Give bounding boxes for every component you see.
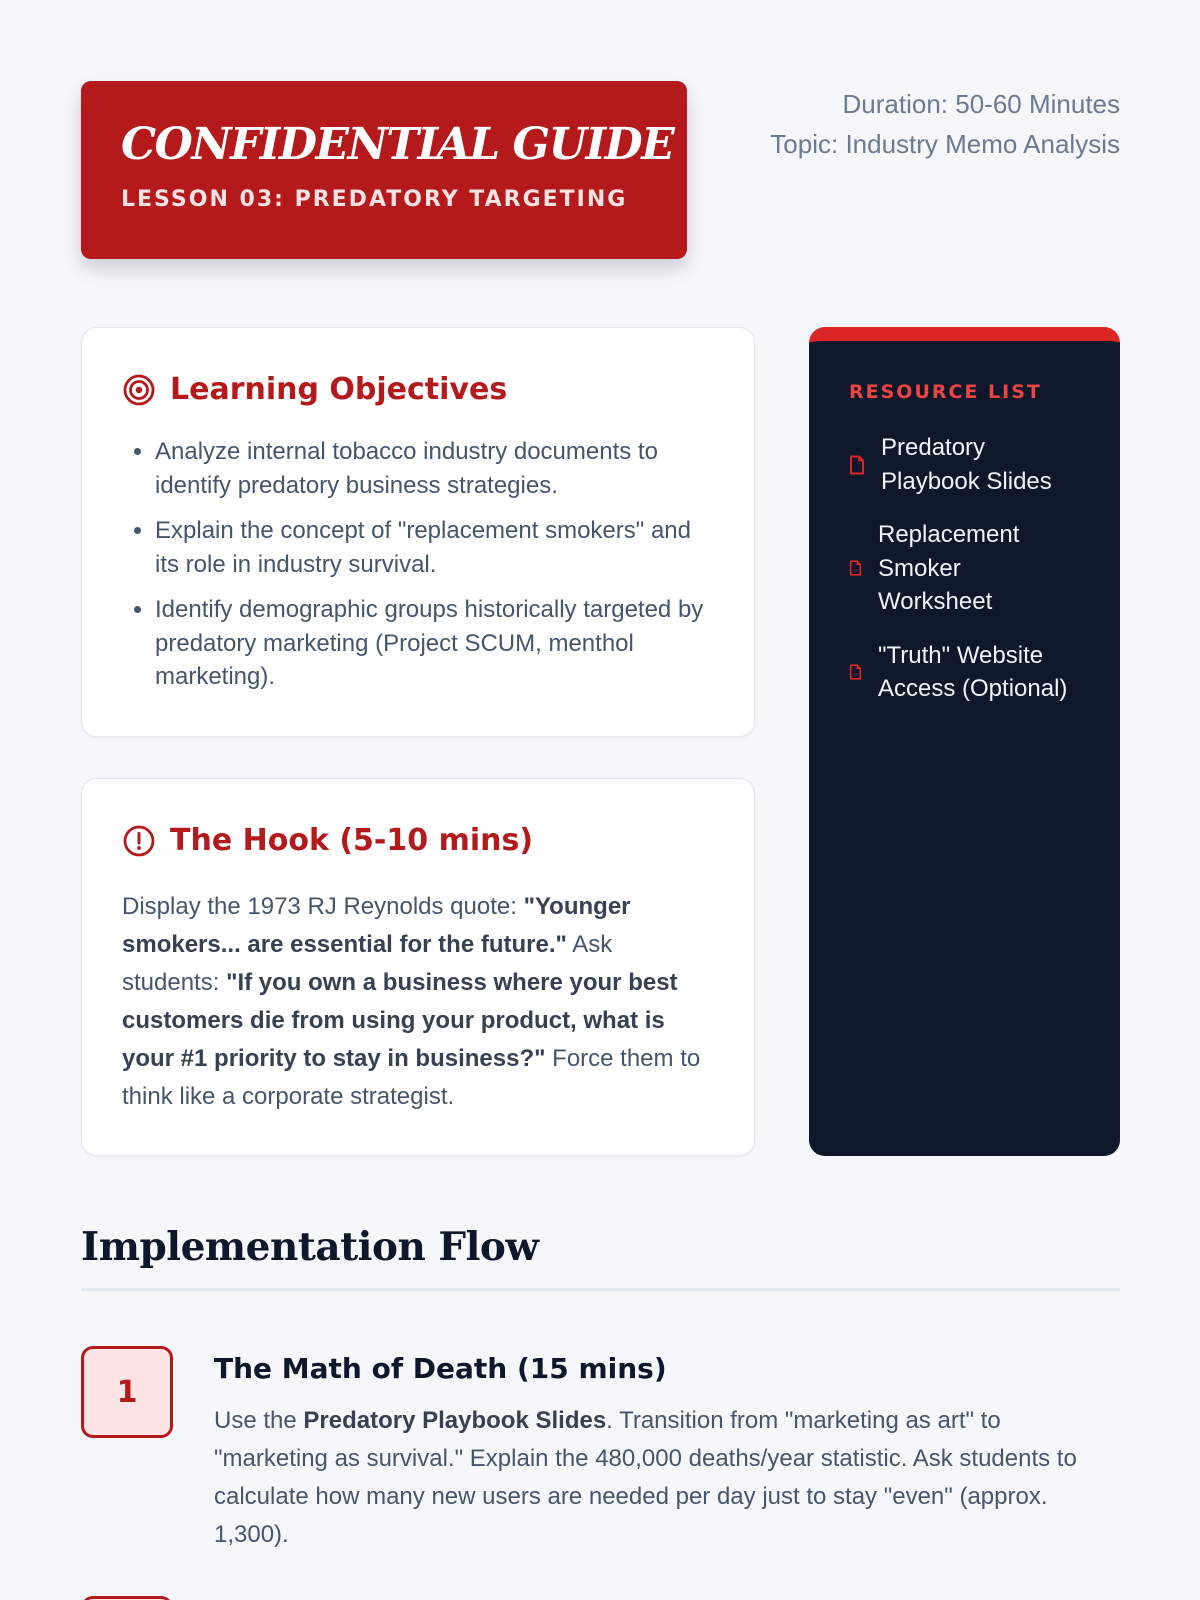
step-number-badge-partial [81,1596,173,1600]
lesson-meta [770,84,1120,164]
objectives-list [122,435,714,694]
resource-label: Predatory Playbook Slides [881,434,1052,495]
step-number-badge: 1 [81,1346,173,1438]
implementation-flow-title: Implementation Flow [81,1224,539,1270]
learning-objectives-card [81,327,755,737]
objectives-title: Learning Objectives [170,372,508,407]
resource-label: "Truth" Website Access (Optional) [878,641,1068,702]
objective-item: • Analyze internal tobacco industry documents to identify predatory business strategies. [155,435,714,502]
topic-text: Topic: Industry Memo Analysis [770,129,1120,159]
objectives-header [122,372,714,407]
lesson-subtitle: LESSON 03: PREDATORY TARGETING [121,187,628,212]
resource-list-panel [809,327,1120,1156]
file-icon [849,664,862,680]
alert-circle-icon [122,824,156,858]
hook-title: The Hook (5-10 mins) [170,823,534,858]
hook-quote: "Younger smokers... are essential for the future." [122,893,631,958]
resource-item[interactable] [849,518,1080,619]
title-card [81,81,687,259]
step-resource-ref: Predatory Playbook Slides [303,1407,607,1434]
file-icon [849,560,862,576]
flow-step [214,1352,1120,1554]
objective-item: • Identify demographic groups historically targeted by predatory marketing (Project SCUM, menthol marketing). [155,593,714,694]
resource-item[interactable] [849,639,1080,706]
step-text: Use the Predatory Playbook Slides. Transition from "marketing as art" to "marketing as survival." Explain the 480,000 deaths/year statistic. Ask students to calculate how many new users are needed per day just to stay "even" (approx. 1,300). [214,1407,1077,1548]
resource-list-title: RESOURCE LIST [849,381,1042,403]
objective-item: • Explain the concept of "replacement smokers" and its role in industry survival. [155,514,714,581]
guide-title: CONFIDENTIAL GUIDE [121,119,674,170]
step-title: The Math of Death (15 mins) [214,1352,667,1385]
hook-text: Display the 1973 RJ Reynolds quote: "Younger smokers... are essential for the future." Ask students: "If you own a business where your best customers die from using your product, what is your #1 priority to stay in business?" Force them to think like a corporate strategist. [122,893,701,1110]
duration-text: Duration: 50-60 Minutes [842,89,1120,119]
target-icon [122,373,156,407]
file-icon [849,455,865,475]
section-divider [81,1288,1120,1291]
hook-card [81,778,755,1156]
hook-question: "If you own a business where your best customers die from using your product, what is your #1 priority to stay in business?" [122,969,678,1072]
hook-header [122,823,714,858]
resource-item[interactable] [849,431,1080,498]
resource-label: Replacement Smoker Worksheet [878,521,1020,615]
